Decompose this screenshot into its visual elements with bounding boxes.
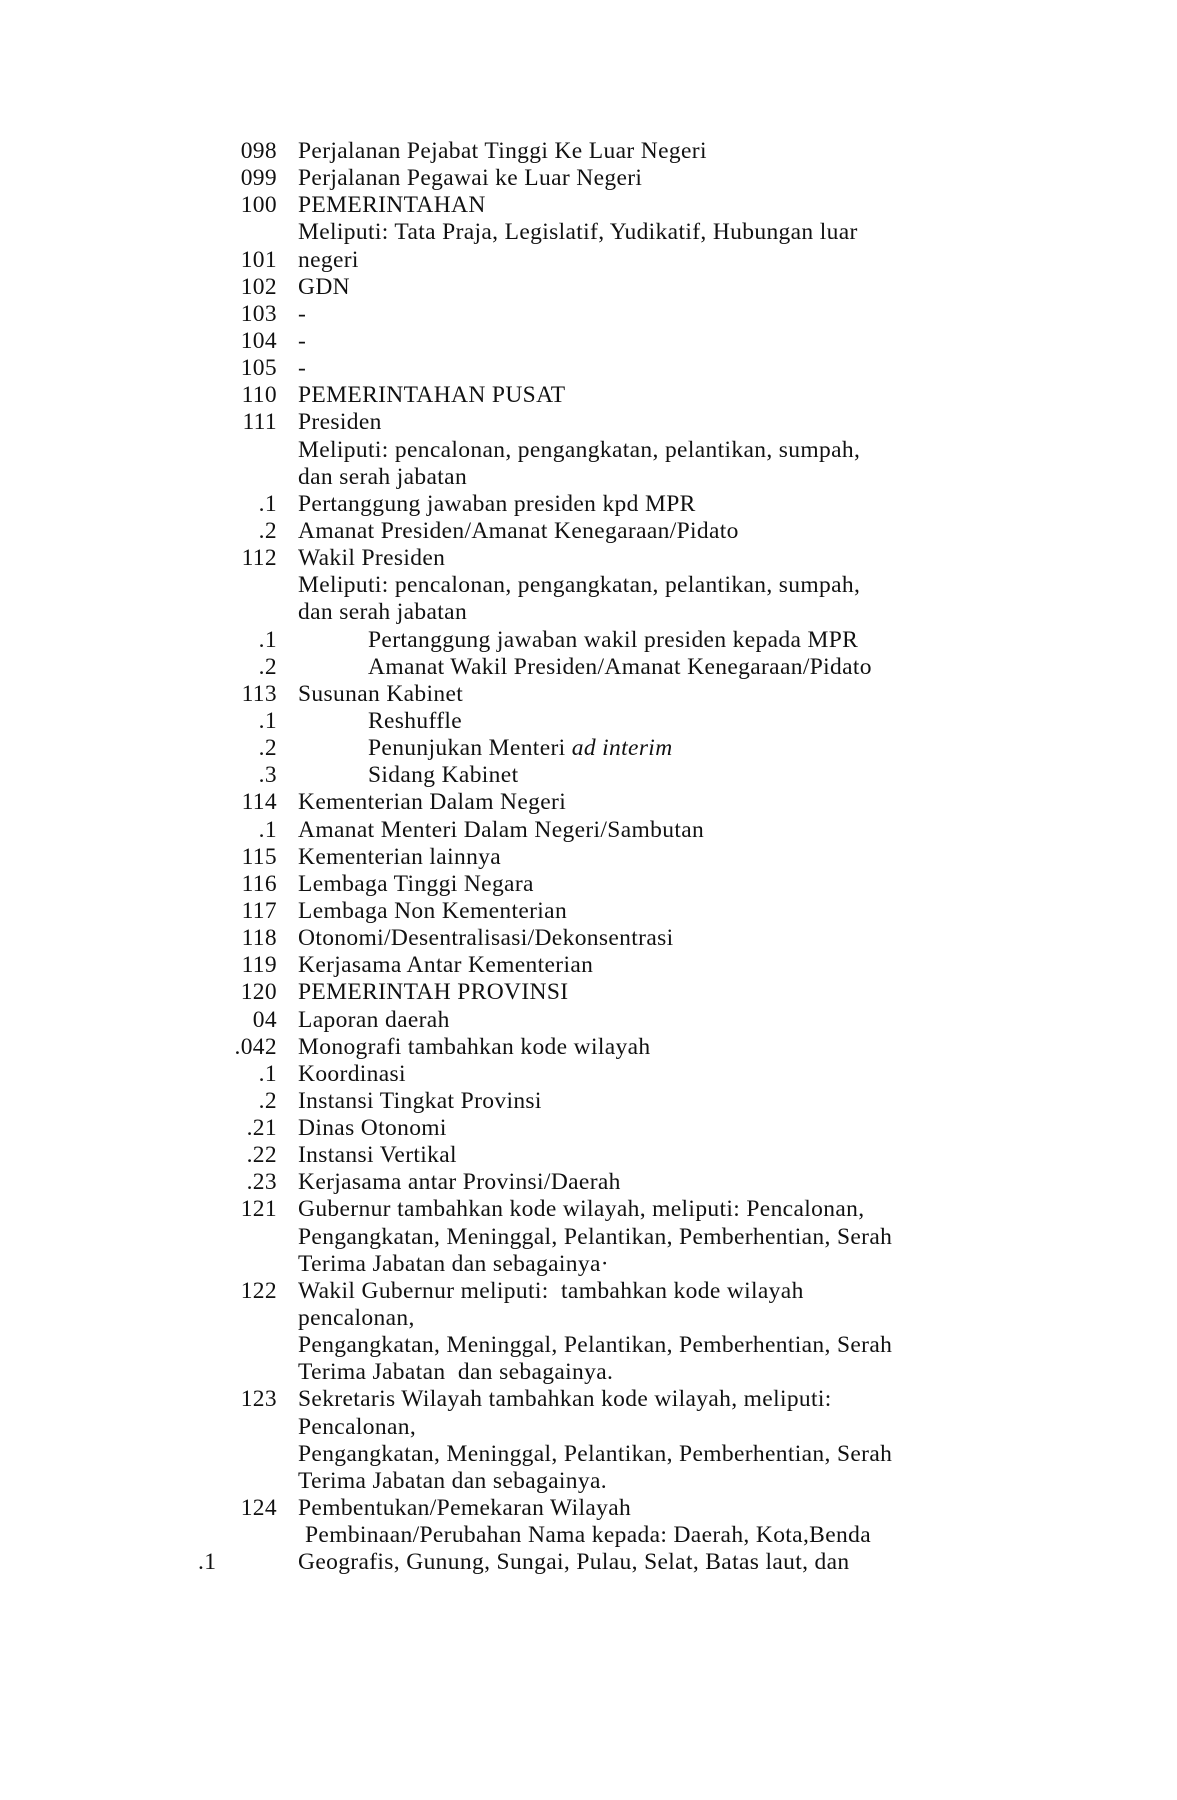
description-text: - [298, 300, 307, 327]
list-item [0, 1169, 1177, 1196]
classification-code: 117 [241, 897, 277, 924]
classification-code: .23 [246, 1169, 277, 1196]
classification-description [298, 1468, 607, 1495]
list-item [0, 165, 1177, 192]
description-text: Wakil Presiden [298, 545, 446, 572]
description-text: Amanat Wakil Presiden/Amanat Kenegaraan/Pidato [368, 653, 872, 680]
description-text: Perjalanan Pejabat Tinggi Ke Luar Negeri [298, 138, 707, 164]
list-item [0, 1522, 1177, 1549]
classification-code: 103 [240, 300, 277, 327]
list-item [0, 1251, 1177, 1278]
description-text: Terima Jabatan dan sebagainya. [298, 1467, 608, 1494]
description-text: Lembaga Tinggi Negara [298, 870, 534, 897]
classification-description [368, 708, 462, 735]
description-text: Kerjasama antar Provinsi/Daerah [298, 1169, 621, 1196]
list-item [0, 1495, 1177, 1522]
list-item [0, 1359, 1177, 1386]
list-item [0, 1115, 1177, 1142]
description-text: GDN [298, 273, 350, 300]
classification-description [298, 192, 486, 219]
classification-code: 123 [240, 1386, 277, 1413]
description-text: Sidang Kabinet [368, 762, 519, 789]
description-text: Amanat Presiden/Amanat Kenegaraan/Pidato [298, 517, 739, 544]
classification-code: 098 [240, 138, 277, 164]
classification-code: 100 [240, 192, 277, 219]
description-text: Pengangkatan, Meninggal, Pelantikan, Pemberhentian, Serah [298, 1223, 893, 1250]
description-text: Wakil Gubernur meliputi: tambahkan kode wilayah [298, 1277, 804, 1304]
classification-description [298, 681, 463, 708]
classification-code: 119 [241, 952, 277, 979]
classification-code: .1 [258, 816, 277, 843]
list-item [0, 1414, 1177, 1441]
list-item [0, 627, 1177, 654]
list-item [0, 1549, 1177, 1576]
list-item [0, 789, 1177, 816]
classification-description [298, 1305, 415, 1332]
classification-code: .2 [258, 517, 277, 544]
classification-description [368, 735, 673, 762]
list-item [0, 1441, 1177, 1468]
classification-description [368, 627, 858, 654]
description-text: Kerjasama Antar Kementerian [298, 952, 594, 979]
classification-description [298, 1224, 892, 1251]
description-text: Pertanggung jawaban presiden kpd MPR [298, 490, 696, 517]
classification-description [298, 1495, 631, 1522]
classification-description [368, 762, 518, 789]
list-item [0, 925, 1177, 952]
description-text: dan serah jabatan [298, 599, 468, 626]
classification-description [298, 898, 567, 925]
list-item [0, 355, 1177, 382]
description-text: Pembentukan/Pemekaran Wilayah [298, 1495, 632, 1522]
list-item [0, 1468, 1177, 1495]
list-item [0, 1088, 1177, 1115]
description-text: Sekretaris Wilayah tambahkan kode wilayah, meliputi: [298, 1386, 832, 1413]
classification-description [298, 437, 860, 464]
description-text: Gubernur tambahkan kode wilayah, meliputi: Pencalonan, [298, 1196, 865, 1223]
list-item [0, 518, 1177, 545]
classification-code: .1 [258, 707, 277, 734]
description-text: Laporan daerah [298, 1006, 450, 1033]
classification-description [298, 1034, 651, 1061]
classification-description [298, 1441, 892, 1468]
list-item [0, 192, 1177, 219]
description-text: Pencalonan, [298, 1413, 417, 1440]
description-text: Amanat Menteri Dalam Negeri/Sambutan [298, 816, 705, 843]
classification-description [298, 1386, 832, 1413]
description-text: Monografi tambahkan kode wilayah [298, 1033, 651, 1060]
classification-description [298, 274, 350, 301]
classification-description [298, 1142, 457, 1169]
list-item [0, 1142, 1177, 1169]
classification-description [298, 1549, 850, 1576]
classification-code: .1 [258, 626, 277, 653]
description-text: Pengangkatan, Meninggal, Pelantikan, Pemberhentian, Serah [298, 1332, 893, 1359]
classification-description [298, 1359, 613, 1386]
list-item [0, 817, 1177, 844]
classification-code: 120 [240, 979, 277, 1006]
description-text: Terima Jabatan dan sebagainya. [298, 1359, 614, 1386]
classification-description [298, 518, 739, 545]
classification-code: 116 [241, 870, 277, 897]
list-item [0, 654, 1177, 681]
classification-description [298, 247, 359, 274]
classification-description [298, 844, 501, 871]
description-text: Reshuffle [368, 707, 463, 734]
list-item [0, 871, 1177, 898]
classification-description [298, 925, 673, 952]
list-item [0, 138, 1177, 165]
classification-code: 110 [241, 382, 277, 409]
list-item [0, 1061, 1177, 1088]
list-item [0, 572, 1177, 599]
classification-code: 121 [240, 1196, 277, 1223]
list-item [0, 898, 1177, 925]
description-text: - [298, 327, 307, 354]
list-item [0, 1305, 1177, 1332]
classification-code: 112 [241, 545, 277, 572]
list-item [0, 219, 1177, 246]
description-text: negeri [298, 246, 359, 273]
classification-description [298, 1278, 804, 1305]
description-text: Otonomi/Desentralisasi/Dekonsentrasi [298, 925, 674, 952]
list-item [0, 247, 1177, 274]
list-item [0, 762, 1177, 789]
list-item [0, 1224, 1177, 1251]
classification-code-list [0, 138, 1177, 1576]
classification-code: 099 [240, 165, 277, 192]
classification-code: 104 [240, 327, 277, 354]
classification-description [298, 979, 568, 1006]
list-item [0, 382, 1177, 409]
description-text: Instansi Vertikal [298, 1142, 457, 1169]
classification-description [298, 409, 382, 436]
list-item [0, 491, 1177, 518]
description-text: Perjalanan Pegawai ke Luar Negeri [298, 165, 643, 192]
classification-code: 101 [240, 246, 277, 273]
classification-description [298, 355, 306, 382]
classification-code: .21 [246, 1115, 277, 1142]
classification-code: .2 [258, 735, 277, 762]
classification-description [298, 1007, 450, 1034]
classification-code: 105 [240, 355, 277, 382]
description-italic-text: ad interim [571, 735, 673, 762]
list-item [0, 464, 1177, 491]
list-item [0, 735, 1177, 762]
description-text: Kementerian lainnya [298, 843, 502, 870]
classification-description [305, 1522, 871, 1549]
description-text: Terima Jabatan dan sebagainya· [298, 1250, 609, 1277]
list-item [0, 952, 1177, 979]
list-item [0, 1278, 1177, 1305]
classification-description [298, 1088, 542, 1115]
classification-description [298, 817, 704, 844]
description-text: dan serah jabatan [298, 463, 468, 490]
list-item [0, 844, 1177, 871]
classification-code: .2 [258, 653, 277, 680]
classification-description [298, 599, 467, 626]
classification-code: .042 [234, 1033, 277, 1060]
classification-code: .1 [258, 1060, 277, 1087]
classification-code: .22 [246, 1142, 277, 1169]
description-text: Susunan Kabinet [298, 680, 464, 707]
classification-description [298, 464, 467, 491]
classification-description [368, 654, 872, 681]
classification-description [298, 1332, 892, 1359]
classification-description [298, 1251, 609, 1278]
description-text: Pembinaan/Perubahan Nama kepada: Daerah, Kota,Benda [305, 1522, 871, 1549]
list-item [0, 599, 1177, 626]
classification-code: .1 [258, 490, 277, 517]
classification-code: 04 [252, 1006, 277, 1033]
classification-description [298, 219, 858, 246]
classification-code: 114 [241, 789, 277, 816]
description-text: PEMERINTAH PROVINSI [298, 979, 569, 1006]
classification-description [298, 1061, 406, 1088]
description-text: Penunjukan Menteri [368, 735, 572, 762]
classification-description [298, 165, 642, 192]
classification-description [298, 1414, 416, 1441]
list-item [0, 1196, 1177, 1223]
description-text: PEMERINTAHAN PUSAT [298, 382, 566, 409]
description-text: Kementerian Dalam Negeri [298, 789, 567, 816]
list-item [0, 1332, 1177, 1359]
description-text: Meliputi: pencalonan, pengangkatan, pelantikan, sumpah, [298, 572, 861, 599]
list-item [0, 1007, 1177, 1034]
description-text: Pengangkatan, Meninggal, Pelantikan, Pemberhentian, Serah [298, 1440, 893, 1467]
classification-code: 122 [240, 1277, 277, 1304]
list-item [0, 409, 1177, 436]
description-text: - [298, 355, 307, 382]
classification-description [298, 382, 566, 409]
classification-description [298, 328, 306, 355]
list-item [0, 1386, 1177, 1413]
classification-description [298, 572, 860, 599]
classification-code: 113 [241, 680, 277, 707]
classification-code: 115 [241, 843, 277, 870]
list-item [0, 681, 1177, 708]
description-text: Koordinasi [298, 1060, 406, 1087]
classification-code: 102 [240, 273, 277, 300]
list-item [0, 708, 1177, 735]
classification-description [298, 871, 534, 898]
classification-description [298, 301, 306, 328]
list-item [0, 274, 1177, 301]
description-text: Pertanggung jawaban wakil presiden kepada MPR [368, 626, 859, 653]
classification-code: .3 [258, 762, 277, 789]
classification-code: 111 [242, 409, 277, 436]
description-text: pencalonan, [298, 1305, 415, 1332]
classification-code: .1 [198, 1549, 217, 1576]
list-item [0, 301, 1177, 328]
list-item [0, 1034, 1177, 1061]
description-text: Dinas Otonomi [298, 1115, 447, 1142]
classification-description [298, 1115, 447, 1142]
classification-description [298, 138, 707, 165]
list-item [0, 437, 1177, 464]
list-item [0, 328, 1177, 355]
description-text: Presiden [298, 409, 382, 436]
description-text: Meliputi: Tata Praja, Legislatif, Yudikatif, Hubungan luar [298, 219, 858, 246]
description-text: Instansi Tingkat Provinsi [298, 1087, 542, 1114]
classification-description [298, 1169, 621, 1196]
list-item [0, 545, 1177, 572]
classification-description [298, 491, 696, 518]
description-text: Geografis, Gunung, Sungai, Pulau, Selat, Batas laut, dan [298, 1549, 850, 1576]
classification-description [298, 1196, 864, 1223]
classification-code: 124 [240, 1495, 277, 1522]
description-text: Meliputi: pencalonan, pengangkatan, pelantikan, sumpah, [298, 436, 861, 463]
classification-description [298, 952, 593, 979]
description-text: PEMERINTAHAN [298, 192, 486, 219]
classification-description [298, 545, 445, 572]
list-item [0, 979, 1177, 1006]
classification-description [298, 789, 566, 816]
classification-code: .2 [258, 1087, 277, 1114]
description-text: Lembaga Non Kementerian [298, 897, 568, 924]
classification-code: 118 [241, 925, 277, 952]
